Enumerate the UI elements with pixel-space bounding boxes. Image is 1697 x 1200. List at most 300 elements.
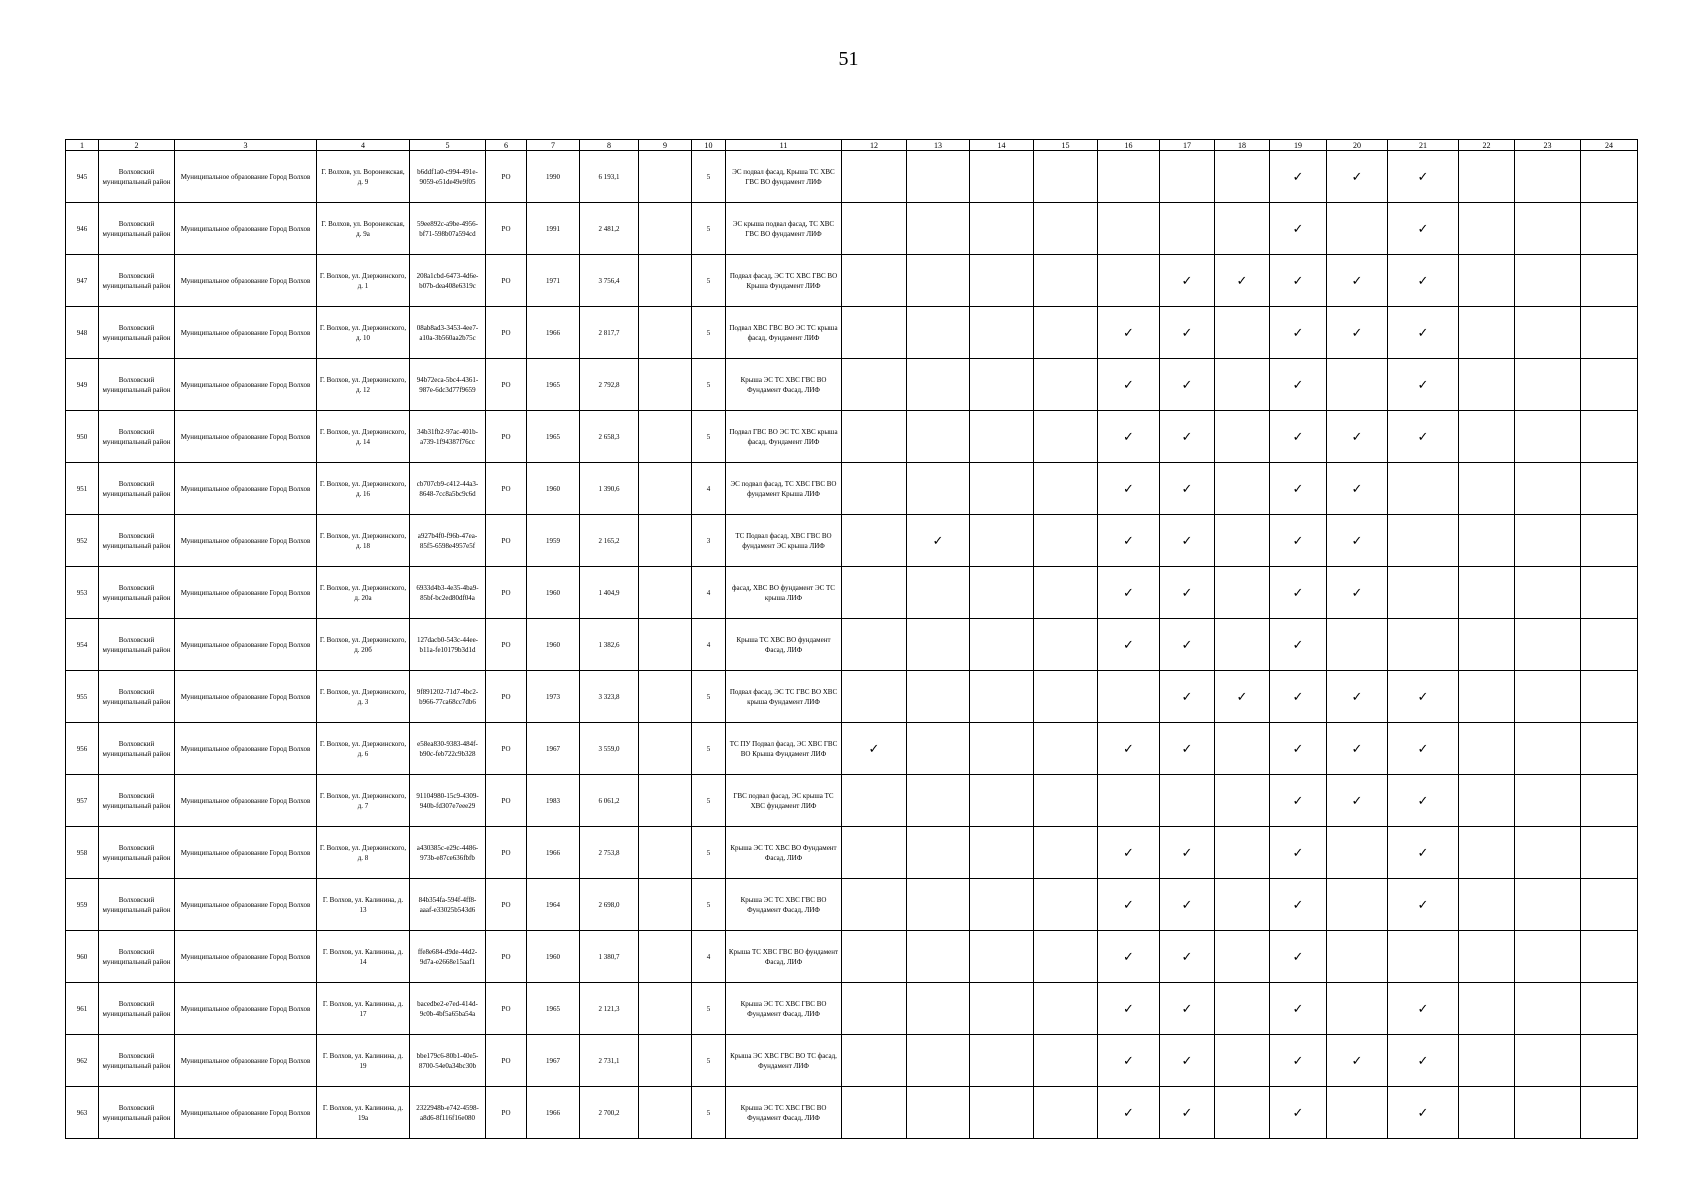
mark-cell-col-23	[1515, 671, 1581, 723]
row-number: 945	[66, 151, 99, 203]
check-mark-icon: ✓	[1351, 792, 1363, 808]
column-number-4: 4	[317, 140, 410, 151]
guid-cell: 08ab8ad3-3453-4ee7-a10a-3b560aa2b75c	[410, 307, 486, 359]
column-9-cell	[639, 1087, 692, 1139]
column-10-cell: 5	[692, 671, 726, 723]
address-cell: Г. Волхов, ул. Дзержинского, д. 20б	[317, 619, 410, 671]
mark-cell-col-12	[842, 1087, 907, 1139]
area-cell: 1 380,7	[580, 931, 639, 983]
mark-cell-col-14	[970, 515, 1034, 567]
mark-cell-col-23	[1515, 359, 1581, 411]
check-mark-icon: ✓	[1181, 1000, 1193, 1016]
area-cell: 6 193,1	[580, 151, 639, 203]
district-cell: Волховский муниципальный район	[99, 723, 175, 775]
mark-cell-col-13	[907, 463, 970, 515]
district-cell: Волховский муниципальный район	[99, 619, 175, 671]
check-mark-icon: ✓	[1351, 324, 1363, 340]
mark-cell-col-19	[1270, 723, 1327, 775]
area-cell: 2 817,7	[580, 307, 639, 359]
mark-cell-col-22	[1459, 1035, 1515, 1087]
mark-cell-col-21	[1388, 1035, 1459, 1087]
mark-cell-col-14	[970, 255, 1034, 307]
check-mark-icon: ✓	[1181, 636, 1193, 652]
year-cell: 1967	[527, 723, 580, 775]
mark-cell-col-19	[1270, 463, 1327, 515]
check-mark-icon: ✓	[1351, 1052, 1363, 1068]
municipality-cell: Муниципальное образование Город Волхов	[175, 463, 317, 515]
mark-cell-col-14	[970, 151, 1034, 203]
mark-cell-col-19	[1270, 255, 1327, 307]
district-cell: Волховский муниципальный район	[99, 567, 175, 619]
check-mark-icon: ✓	[1417, 740, 1429, 756]
column-10-cell: 5	[692, 983, 726, 1035]
works-cell: ЭС крыша подвал фасад, ТС ХВС ГВС ВО фундамент ЛИФ	[726, 203, 842, 255]
table-row	[66, 983, 1638, 1035]
mark-cell-col-24	[1581, 307, 1638, 359]
mark-cell-col-21	[1388, 255, 1459, 307]
check-mark-icon: ✓	[1417, 1000, 1429, 1016]
mark-cell-col-18	[1215, 827, 1270, 879]
mark-cell-col-21	[1388, 619, 1459, 671]
district-cell: Волховский муниципальный район	[99, 879, 175, 931]
municipality-cell: Муниципальное образование Город Волхов	[175, 567, 317, 619]
column-number-9: 9	[639, 140, 692, 151]
type-cell: РО	[486, 1035, 527, 1087]
mark-cell-col-12	[842, 983, 907, 1035]
municipality-cell: Муниципальное образование Город Волхов	[175, 1087, 317, 1139]
mark-cell-col-16	[1098, 879, 1160, 931]
guid-cell: cb707cb9-c412-44a3-8648-7cc8a5bc9c6d	[410, 463, 486, 515]
address-cell: Г. Волхов, ул. Дзержинского, д. 16	[317, 463, 410, 515]
mark-cell-col-22	[1459, 827, 1515, 879]
mark-cell-col-21	[1388, 515, 1459, 567]
mark-cell-col-18	[1215, 879, 1270, 931]
column-number-3: 3	[175, 140, 317, 151]
municipality-cell: Муниципальное образование Город Волхов	[175, 255, 317, 307]
mark-cell-col-17	[1160, 775, 1215, 827]
mark-cell-col-13	[907, 515, 970, 567]
column-10-cell: 5	[692, 723, 726, 775]
area-cell: 1 382,6	[580, 619, 639, 671]
mark-cell-col-17	[1160, 463, 1215, 515]
mark-cell-col-16	[1098, 1087, 1160, 1139]
mark-cell-col-22	[1459, 879, 1515, 931]
mark-cell-col-12	[842, 463, 907, 515]
municipality-cell: Муниципальное образование Город Волхов	[175, 411, 317, 463]
mark-cell-col-23	[1515, 775, 1581, 827]
mark-cell-col-24	[1581, 671, 1638, 723]
mark-cell-col-18	[1215, 515, 1270, 567]
column-number-row	[66, 140, 1638, 151]
mark-cell-col-21	[1388, 463, 1459, 515]
table-row	[66, 775, 1638, 827]
address-cell: Г. Волхов, ул. Калинина, д. 13	[317, 879, 410, 931]
mark-cell-col-12	[842, 879, 907, 931]
check-mark-icon: ✓	[1123, 532, 1134, 548]
year-cell: 1971	[527, 255, 580, 307]
mark-cell-col-22	[1459, 411, 1515, 463]
guid-cell: bbe179c6-80b1-40e5-8700-54e0a34bc30b	[410, 1035, 486, 1087]
column-number-1: 1	[66, 140, 99, 151]
mark-cell-col-21	[1388, 567, 1459, 619]
mark-cell-col-18	[1215, 567, 1270, 619]
mark-cell-col-18	[1215, 203, 1270, 255]
column-10-cell: 5	[692, 1087, 726, 1139]
municipality-cell: Муниципальное образование Город Волхов	[175, 931, 317, 983]
column-10-cell: 5	[692, 775, 726, 827]
mark-cell-col-17	[1160, 983, 1215, 1035]
district-cell: Волховский муниципальный район	[99, 359, 175, 411]
check-mark-icon: ✓	[1123, 948, 1134, 964]
check-mark-icon: ✓	[1181, 428, 1193, 444]
mark-cell-col-19	[1270, 567, 1327, 619]
mark-cell-col-23	[1515, 255, 1581, 307]
mark-cell-col-15	[1034, 931, 1098, 983]
check-mark-icon: ✓	[1123, 584, 1134, 600]
table-row	[66, 151, 1638, 203]
area-cell: 2 753,8	[580, 827, 639, 879]
mark-cell-col-19	[1270, 671, 1327, 723]
check-mark-icon: ✓	[1181, 948, 1193, 964]
municipality-cell: Муниципальное образование Город Волхов	[175, 619, 317, 671]
district-cell: Волховский муниципальный район	[99, 515, 175, 567]
type-cell: РО	[486, 723, 527, 775]
check-mark-icon: ✓	[1292, 428, 1304, 444]
area-cell: 3 323,8	[580, 671, 639, 723]
row-number: 961	[66, 983, 99, 1035]
mark-cell-col-13	[907, 983, 970, 1035]
page-number: 51	[838, 48, 859, 70]
mark-cell-col-24	[1581, 151, 1638, 203]
year-cell: 1983	[527, 775, 580, 827]
mark-cell-col-12	[842, 307, 907, 359]
column-10-cell: 5	[692, 879, 726, 931]
column-number-20: 20	[1327, 140, 1388, 151]
mark-cell-col-18	[1215, 723, 1270, 775]
mark-cell-col-13	[907, 931, 970, 983]
column-9-cell	[639, 359, 692, 411]
mark-cell-col-22	[1459, 255, 1515, 307]
row-number: 960	[66, 931, 99, 983]
table-row	[66, 931, 1638, 983]
year-cell: 1959	[527, 515, 580, 567]
mark-cell-col-19	[1270, 1087, 1327, 1139]
mark-cell-col-16	[1098, 723, 1160, 775]
mark-cell-col-23	[1515, 411, 1581, 463]
mark-cell-col-16	[1098, 931, 1160, 983]
check-mark-icon: ✓	[1351, 740, 1363, 756]
check-mark-icon: ✓	[1417, 1104, 1429, 1120]
works-cell: ЭС подвал фасад, Крыша ТС ХВС ГВС ВО фундамент ЛИФ	[726, 151, 842, 203]
check-mark-icon: ✓	[1292, 948, 1304, 964]
table-row	[66, 515, 1638, 567]
mark-cell-col-22	[1459, 567, 1515, 619]
mark-cell-col-19	[1270, 983, 1327, 1035]
column-number-16: 16	[1098, 140, 1160, 151]
year-cell: 1965	[527, 359, 580, 411]
municipality-cell: Муниципальное образование Город Волхов	[175, 879, 317, 931]
mark-cell-col-23	[1515, 463, 1581, 515]
column-10-cell: 4	[692, 463, 726, 515]
works-cell: Крыша ЭС ТС ХВС ВО Фундамент Фасад, ЛИФ	[726, 827, 842, 879]
mark-cell-col-17	[1160, 1035, 1215, 1087]
year-cell: 1960	[527, 567, 580, 619]
check-mark-icon: ✓	[1292, 324, 1304, 340]
mark-cell-col-24	[1581, 515, 1638, 567]
check-mark-icon: ✓	[1417, 428, 1429, 444]
row-number: 955	[66, 671, 99, 723]
mark-cell-col-12	[842, 567, 907, 619]
check-mark-icon: ✓	[1292, 1104, 1304, 1120]
mark-cell-col-23	[1515, 203, 1581, 255]
row-number: 950	[66, 411, 99, 463]
row-number: 951	[66, 463, 99, 515]
mark-cell-col-24	[1581, 931, 1638, 983]
column-9-cell	[639, 515, 692, 567]
table-row	[66, 463, 1638, 515]
mark-cell-col-17	[1160, 567, 1215, 619]
works-cell: Крыша ЭС ТС ХВС ГВС ВО Фундамент Фасад, ЛИФ	[726, 983, 842, 1035]
check-mark-icon: ✓	[1292, 272, 1304, 288]
guid-cell: bacedbe2-e7ed-414d-9c0b-4bf5a65ba54a	[410, 983, 486, 1035]
mark-cell-col-14	[970, 723, 1034, 775]
check-mark-icon: ✓	[1351, 428, 1363, 444]
address-cell: Г. Волхов, ул. Воронежская, д. 9	[317, 151, 410, 203]
mark-cell-col-16	[1098, 359, 1160, 411]
mark-cell-col-12	[842, 827, 907, 879]
mark-cell-col-22	[1459, 619, 1515, 671]
mark-cell-col-15	[1034, 255, 1098, 307]
year-cell: 1967	[527, 1035, 580, 1087]
mark-cell-col-21	[1388, 931, 1459, 983]
mark-cell-col-14	[970, 203, 1034, 255]
mark-cell-col-12	[842, 723, 907, 775]
mark-cell-col-23	[1515, 931, 1581, 983]
municipality-cell: Муниципальное образование Город Волхов	[175, 1035, 317, 1087]
mark-cell-col-13	[907, 723, 970, 775]
mark-cell-col-18	[1215, 1035, 1270, 1087]
check-mark-icon: ✓	[1123, 844, 1134, 860]
mark-cell-col-19	[1270, 827, 1327, 879]
mark-cell-col-15	[1034, 1087, 1098, 1139]
check-mark-icon: ✓	[1123, 480, 1134, 496]
mark-cell-col-18	[1215, 775, 1270, 827]
guid-cell: a927b4f0-f96b-47ea-85f5-6598e4957e5f	[410, 515, 486, 567]
mark-cell-col-14	[970, 567, 1034, 619]
mark-cell-col-14	[970, 775, 1034, 827]
mark-cell-col-22	[1459, 931, 1515, 983]
column-9-cell	[639, 255, 692, 307]
column-number-18: 18	[1215, 140, 1270, 151]
year-cell: 1964	[527, 879, 580, 931]
mark-cell-col-20	[1327, 203, 1388, 255]
guid-cell: e58ea830-9383-484f-b90c-feb722c9b328	[410, 723, 486, 775]
mark-cell-col-12	[842, 203, 907, 255]
row-number: 962	[66, 1035, 99, 1087]
works-cell: ГВС подвал фасад, ЭС крыша ТС ХВС фундамент ЛИФ	[726, 775, 842, 827]
mark-cell-col-18	[1215, 359, 1270, 411]
mark-cell-col-24	[1581, 827, 1638, 879]
mark-cell-col-15	[1034, 203, 1098, 255]
municipality-cell: Муниципальное образование Город Волхов	[175, 775, 317, 827]
mark-cell-col-17	[1160, 411, 1215, 463]
housing-register-table	[65, 139, 1638, 1139]
column-number-15: 15	[1034, 140, 1098, 151]
type-cell: РО	[486, 775, 527, 827]
address-cell: Г. Волхов, ул. Дзержинского, д. 12	[317, 359, 410, 411]
mark-cell-col-18	[1215, 983, 1270, 1035]
column-number-13: 13	[907, 140, 970, 151]
mark-cell-col-17	[1160, 619, 1215, 671]
check-mark-icon: ✓	[932, 532, 944, 548]
column-number-21: 21	[1388, 140, 1459, 151]
mark-cell-col-14	[970, 619, 1034, 671]
mark-cell-col-20	[1327, 931, 1388, 983]
mark-cell-col-16	[1098, 619, 1160, 671]
table-row	[66, 359, 1638, 411]
mark-cell-col-24	[1581, 723, 1638, 775]
mark-cell-col-22	[1459, 203, 1515, 255]
guid-cell: a430385c-e29c-4486-973b-e87ce636fbfb	[410, 827, 486, 879]
mark-cell-col-21	[1388, 359, 1459, 411]
mark-cell-col-24	[1581, 463, 1638, 515]
mark-cell-col-12	[842, 1035, 907, 1087]
mark-cell-col-16	[1098, 463, 1160, 515]
mark-cell-col-13	[907, 827, 970, 879]
check-mark-icon: ✓	[1181, 740, 1193, 756]
mark-cell-col-24	[1581, 1035, 1638, 1087]
mark-cell-col-17	[1160, 827, 1215, 879]
check-mark-icon: ✓	[1181, 688, 1193, 704]
address-cell: Г. Волхов, ул. Дзержинского, д. 7	[317, 775, 410, 827]
guid-cell: 2322948b-e742-4598-a8d6-8f116f16e080	[410, 1087, 486, 1139]
column-9-cell	[639, 827, 692, 879]
mark-cell-col-15	[1034, 463, 1098, 515]
mark-cell-col-18	[1215, 463, 1270, 515]
check-mark-icon: ✓	[1181, 376, 1193, 392]
column-number-23: 23	[1515, 140, 1581, 151]
check-mark-icon: ✓	[1292, 220, 1304, 236]
municipality-cell: Муниципальное образование Город Волхов	[175, 983, 317, 1035]
district-cell: Волховский муниципальный район	[99, 151, 175, 203]
mark-cell-col-20	[1327, 983, 1388, 1035]
guid-cell: 208a1cbd-6473-4d6e-b07b-dea408e6319c	[410, 255, 486, 307]
mark-cell-col-18	[1215, 1087, 1270, 1139]
check-mark-icon: ✓	[1417, 896, 1429, 912]
mark-cell-col-20	[1327, 255, 1388, 307]
mark-cell-col-14	[970, 411, 1034, 463]
works-cell: фасад, ХВС ВО фундамент ЭС ТС крыша ЛИФ	[726, 567, 842, 619]
mark-cell-col-23	[1515, 723, 1581, 775]
mark-cell-col-19	[1270, 203, 1327, 255]
area-cell: 2 481,2	[580, 203, 639, 255]
guid-cell: 9f891202-71d7-4bc2-b966-77ca68cc7db6	[410, 671, 486, 723]
mark-cell-col-20	[1327, 411, 1388, 463]
mark-cell-col-21	[1388, 203, 1459, 255]
mark-cell-col-16	[1098, 151, 1160, 203]
mark-cell-col-24	[1581, 255, 1638, 307]
district-cell: Волховский муниципальный район	[99, 775, 175, 827]
table-row	[66, 671, 1638, 723]
column-number-19: 19	[1270, 140, 1327, 151]
mark-cell-col-16	[1098, 567, 1160, 619]
type-cell: РО	[486, 463, 527, 515]
row-number: 958	[66, 827, 99, 879]
check-mark-icon: ✓	[1123, 1052, 1134, 1068]
check-mark-icon: ✓	[1123, 740, 1134, 756]
mark-cell-col-23	[1515, 307, 1581, 359]
column-10-cell: 3	[692, 515, 726, 567]
column-9-cell	[639, 879, 692, 931]
mark-cell-col-15	[1034, 983, 1098, 1035]
mark-cell-col-18	[1215, 255, 1270, 307]
works-cell: Крыша ТС ХВС ВО фундамент Фасад, ЛИФ	[726, 619, 842, 671]
mark-cell-col-15	[1034, 359, 1098, 411]
mark-cell-col-22	[1459, 723, 1515, 775]
mark-cell-col-21	[1388, 775, 1459, 827]
mark-cell-col-22	[1459, 515, 1515, 567]
mark-cell-col-21	[1388, 827, 1459, 879]
column-10-cell: 5	[692, 307, 726, 359]
municipality-cell: Муниципальное образование Город Волхов	[175, 203, 317, 255]
check-mark-icon: ✓	[1351, 688, 1363, 704]
mark-cell-col-12	[842, 619, 907, 671]
district-cell: Волховский муниципальный район	[99, 1087, 175, 1139]
table-row	[66, 619, 1638, 671]
row-number: 963	[66, 1087, 99, 1139]
mark-cell-col-20	[1327, 1035, 1388, 1087]
column-number-14: 14	[970, 140, 1034, 151]
works-cell: ТС ПУ Подвал фасад, ЭС ХВС ГВС ВО Крыша Фундамент ЛИФ	[726, 723, 842, 775]
municipality-cell: Муниципальное образование Город Волхов	[175, 515, 317, 567]
mark-cell-col-16	[1098, 515, 1160, 567]
mark-cell-col-22	[1459, 775, 1515, 827]
mark-cell-col-14	[970, 359, 1034, 411]
column-10-cell: 5	[692, 411, 726, 463]
address-cell: Г. Волхов, ул. Дзержинского, д. 1	[317, 255, 410, 307]
mark-cell-col-23	[1515, 151, 1581, 203]
mark-cell-col-16	[1098, 411, 1160, 463]
mark-cell-col-14	[970, 463, 1034, 515]
mark-cell-col-24	[1581, 203, 1638, 255]
year-cell: 1991	[527, 203, 580, 255]
municipality-cell: Муниципальное образование Город Волхов	[175, 359, 317, 411]
year-cell: 1965	[527, 983, 580, 1035]
mark-cell-col-22	[1459, 151, 1515, 203]
column-number-11: 11	[726, 140, 842, 151]
mark-cell-col-13	[907, 879, 970, 931]
address-cell: Г. Волхов, ул. Калинина, д. 19	[317, 1035, 410, 1087]
mark-cell-col-12	[842, 931, 907, 983]
check-mark-icon: ✓	[868, 740, 880, 756]
district-cell: Волховский муниципальный район	[99, 411, 175, 463]
district-cell: Волховский муниципальный район	[99, 983, 175, 1035]
mark-cell-col-13	[907, 307, 970, 359]
address-cell: Г. Волхов, ул. Калинина, д. 17	[317, 983, 410, 1035]
check-mark-icon: ✓	[1181, 532, 1193, 548]
mark-cell-col-13	[907, 203, 970, 255]
check-mark-icon: ✓	[1181, 584, 1193, 600]
mark-cell-col-20	[1327, 307, 1388, 359]
mark-cell-col-14	[970, 307, 1034, 359]
area-cell: 2 698,0	[580, 879, 639, 931]
check-mark-icon: ✓	[1123, 324, 1134, 340]
mark-cell-col-21	[1388, 1087, 1459, 1139]
column-10-cell: 5	[692, 359, 726, 411]
year-cell: 1960	[527, 619, 580, 671]
mark-cell-col-22	[1459, 307, 1515, 359]
mark-cell-col-13	[907, 775, 970, 827]
